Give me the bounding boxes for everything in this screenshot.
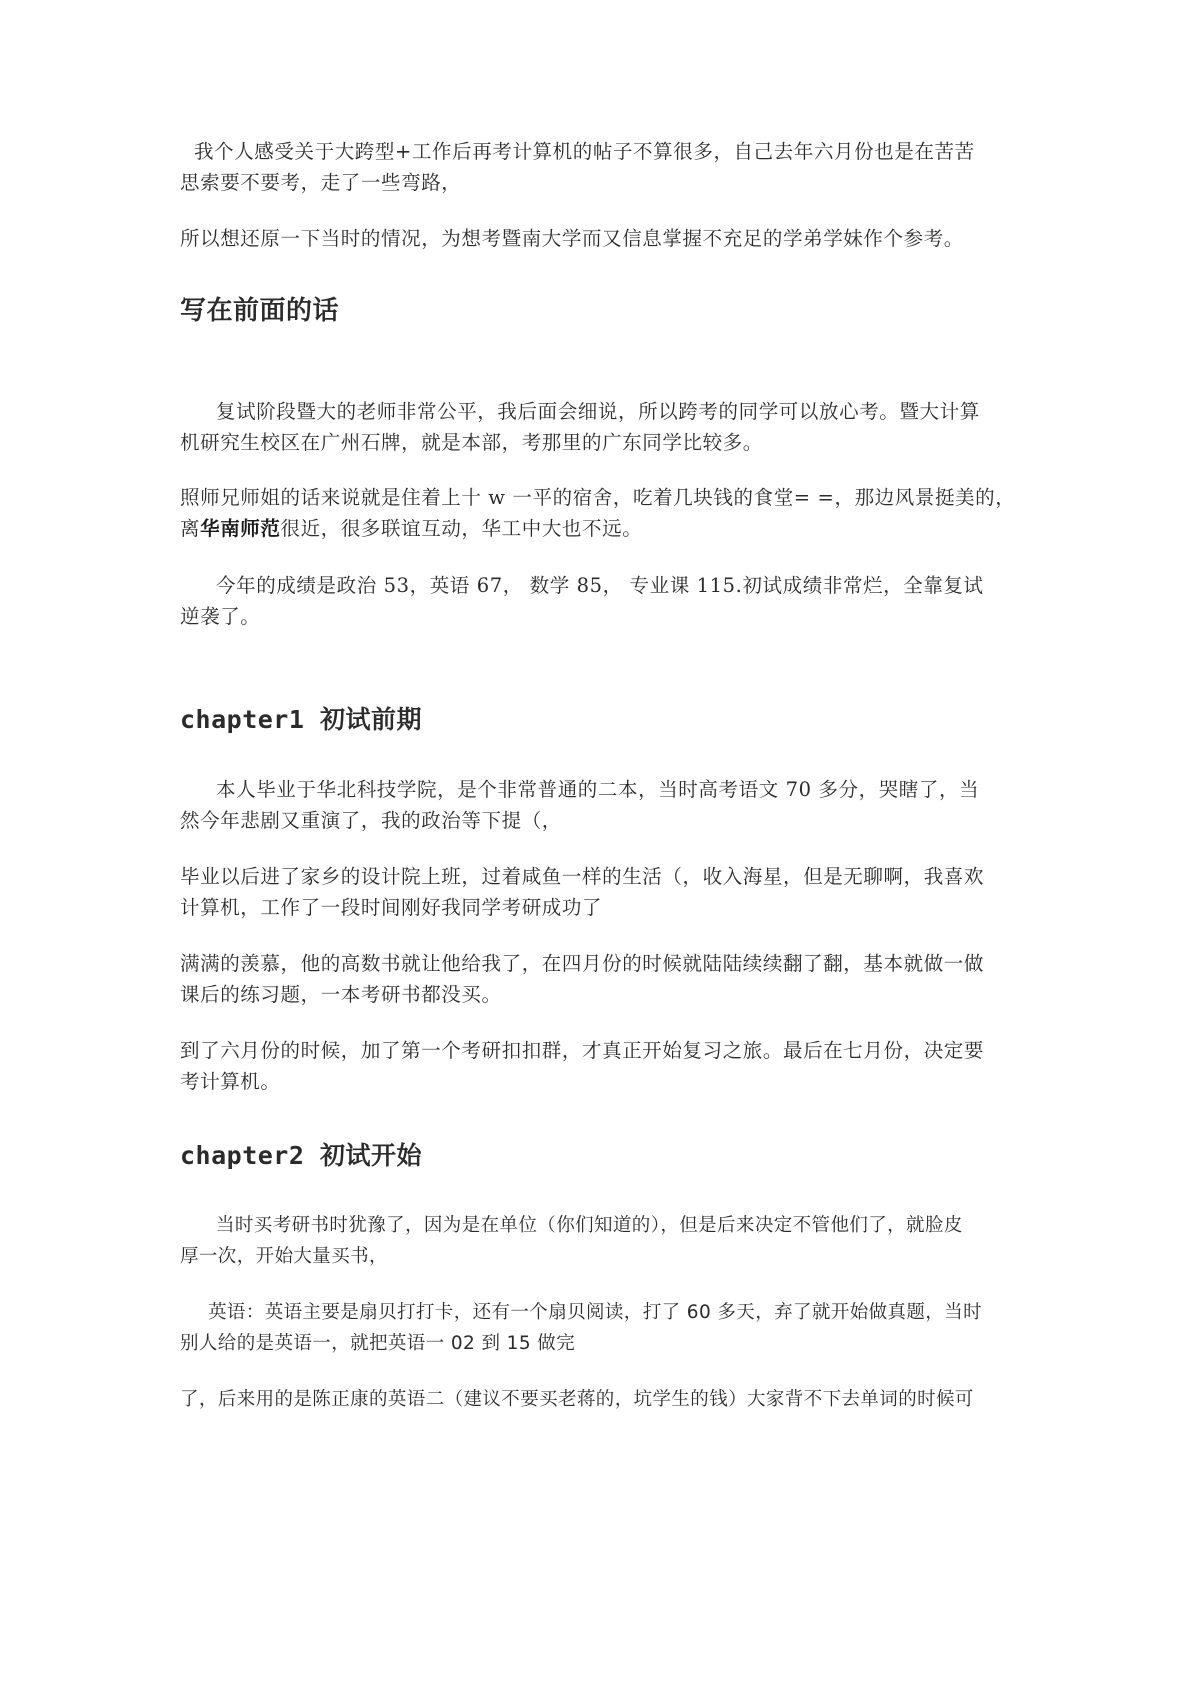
text-line: 所以想还原一下当时的情况，为想考暨南大学而又信息掌握不充足的学弟学妹作个参考。 [180,227,964,250]
chapter-title: 初试前期 [319,705,422,734]
chapter1-paragraph-3 [180,948,1018,1010]
bold-text: 华南师范 [200,517,281,540]
text-line: 然今年悲剧又重演了，我的政治等下提（， [180,809,562,832]
chapter2-paragraph-1 [180,1210,1018,1272]
text-line: 满满的羡慕，他的高数书就让他给我了，在四月份的时候就陆陆续续翻了翻，基本就做一做 [180,952,985,975]
text-line: 厚一次，开始大量买书， [180,1246,388,1267]
text-line: 考计算机。 [180,1070,281,1093]
text-line: 我个人感受关于大跨型+工作后再考计算机的帖子不算很多，自己去年六月份也是在苦苦 [194,140,975,163]
text-segment: 离 [180,517,201,540]
text-line: 毕业以后进了家乡的设计院上班，过着咸鱼一样的生活（，收入海星，但是无聊啊，我喜欢 [180,865,985,888]
chapter1-paragraph-4 [180,1035,1018,1097]
text-line: 了，后来用的是陈正康的英语二（建议不要买老蒋的，坑学生的钱）大家背不下去单词的时候可 [180,1389,974,1410]
chapter1-paragraph-1 [180,774,1018,836]
chapter2-paragraph-3 [180,1384,1018,1415]
text-line: 计算机，工作了一段时间刚好我同学考研成功了 [180,896,603,919]
text-line: 机研究生校区在广州石牌，就是本部，考那里的广东同学比较多。 [180,431,763,454]
text-line: 今年的成绩是政治 53，英语 67， 数学 85， 专业课 115.初试成绩非常烂，全靠复试 [216,574,984,597]
text-segment: 很近，很多联谊互动，华工中大也不远。 [280,517,643,540]
text-line: 复试阶段暨大的老师非常公平，我后面会细说，所以跨考的同学可以放心考。暨大计算 [216,400,980,423]
text-line: 别人给的是英语一，就把英语一 02 到 15 做完 [180,1333,576,1354]
text-line [180,513,1018,544]
preface-paragraph-3 [180,570,1018,632]
chapter-prefix: chapter2 [180,1141,305,1170]
text-line: 逆袭了。 [180,605,261,628]
section-heading-preface: 写在前面的话 [180,296,340,326]
text-line: 到了六月份的时候，加了第一个考研扣扣群，才真正开始复习之旅。最后在七月份，决定要 [180,1039,985,1062]
preface-paragraph-2 [180,482,1018,544]
intro-paragraph [180,136,1018,198]
chapter2-heading [180,1136,422,1172]
intro-paragraph-2 [180,223,1018,254]
chapter-prefix: chapter1 [180,705,305,734]
text-line: 课后的练习题，一本考研书都没买。 [180,983,502,1006]
chapter-title: 初试开始 [319,1141,422,1170]
text-line: 思索要不要考，走了一些弯路， [180,171,462,194]
chapter2-paragraph-2 [180,1297,1018,1359]
preface-paragraph-1 [180,396,1018,458]
text-line: 本人毕业于华北科技学院，是个非常普通的二本，当时高考语文 70 多分，哭瞎了，当 [216,778,980,801]
chapter1-heading [180,700,422,736]
text-line: 照师兄师姐的话来说就是住着上十 w 一平的宿舍，吃着几块钱的食堂= =，那边风景挺美的， [180,486,1016,509]
text-line: 英语：英语主要是扇贝打打卡，还有一个扇贝阅读，打了 60 多天，弃了就开始做真题，当时 [208,1302,983,1323]
text-line: 当时买考研书时犹豫了，因为是在单位（你们知道的），但是后来决定不管他们了，就脸皮 [216,1215,963,1236]
chapter1-paragraph-2 [180,861,1018,923]
